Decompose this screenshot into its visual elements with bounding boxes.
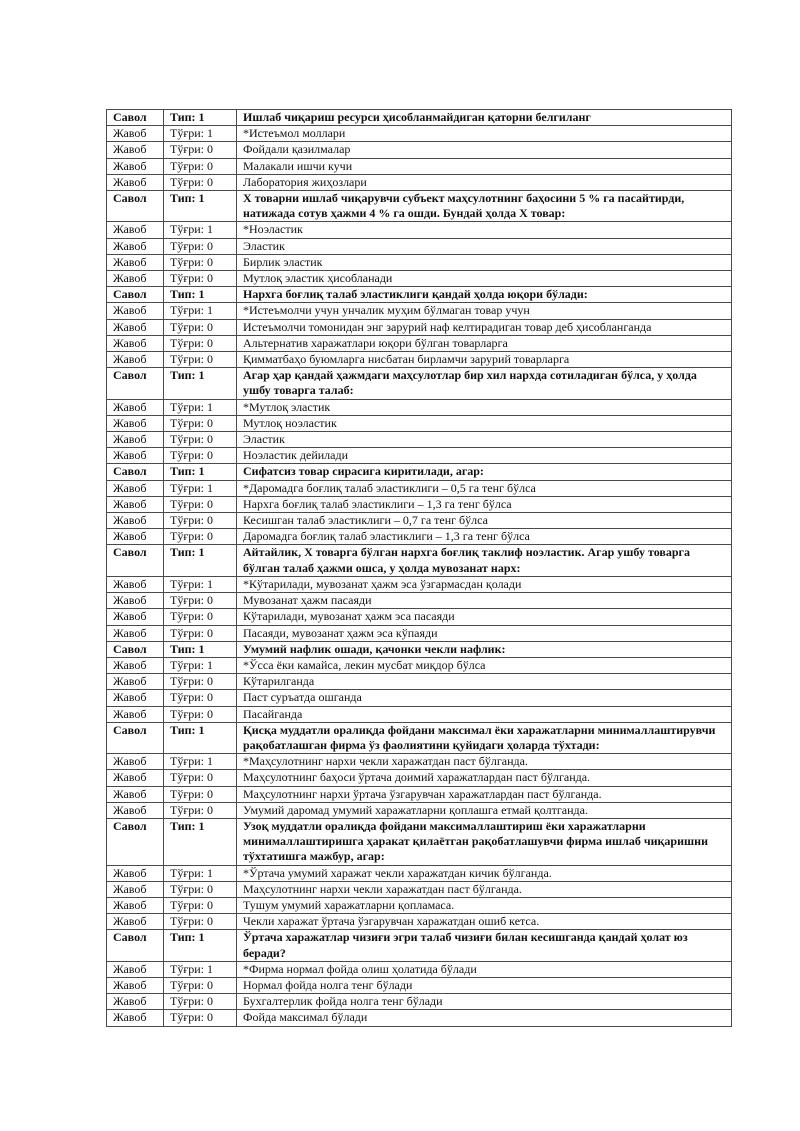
answer-label: Жавоб xyxy=(107,415,164,431)
answer-text: Чекли харажат ўртача ўзгарувчан харажатдан ошиб кетса. xyxy=(237,914,732,930)
answer-label: Жавоб xyxy=(107,352,164,368)
answer-row xyxy=(107,961,732,977)
answer-text: Паст суръатда ошганда xyxy=(237,690,732,706)
question-label: Савол xyxy=(107,110,164,126)
answer-label: Жавоб xyxy=(107,961,164,977)
answer-text: *Истеъмол моллари xyxy=(237,126,732,142)
answer-label: Жавоб xyxy=(107,1010,164,1026)
answer-row xyxy=(107,496,732,512)
question-type: Тип: 1 xyxy=(164,641,237,657)
answer-text: *Фирма нормал фойда олиш ҳолатида бўлади xyxy=(237,961,732,977)
answer-text: Мутлоқ эластик ҳисобланади xyxy=(237,271,732,287)
answer-row xyxy=(107,352,732,368)
answer-flag: Тўғри: 0 xyxy=(164,352,237,368)
questions-table-body xyxy=(107,110,732,1027)
answer-label: Жавоб xyxy=(107,914,164,930)
question-text: Қисқа муддатли оралиқда фойдани максимал ёки харажатларни минималлаштирувчи рақобатлашган фирма ўз фаолиятини қуйидаги ҳоларда тўхтади: xyxy=(237,722,732,753)
answer-label: Жавоб xyxy=(107,513,164,529)
answer-label: Жавоб xyxy=(107,802,164,818)
answer-label: Жавоб xyxy=(107,625,164,641)
answer-text: Умумий даромад умумий харажатларни қоплашга етмай қолтганда. xyxy=(237,802,732,818)
answer-text: Маҳсулотнинг нархи ўртача ўзгарувчан харажатлардан паст бўлганда. xyxy=(237,786,732,802)
answer-label: Жавоб xyxy=(107,897,164,913)
answer-row xyxy=(107,174,732,190)
answer-row xyxy=(107,238,732,254)
answer-row xyxy=(107,977,732,993)
answer-row xyxy=(107,1010,732,1026)
answer-row xyxy=(107,881,732,897)
question-row xyxy=(107,641,732,657)
answer-label: Жавоб xyxy=(107,529,164,545)
answer-text: Пасаяди, мувозанат ҳажм эса кўпаяди xyxy=(237,625,732,641)
answer-label: Жавоб xyxy=(107,142,164,158)
answer-flag: Тўғри: 1 xyxy=(164,303,237,319)
answer-label: Жавоб xyxy=(107,303,164,319)
question-text: Ишлаб чиқариш ресурси ҳисобланмайдиган қаторни белгиланг xyxy=(237,110,732,126)
question-text: Умумий нафлик ошади, қачонки чекли нафлик: xyxy=(237,641,732,657)
answer-row xyxy=(107,576,732,592)
question-row xyxy=(107,110,732,126)
answer-row xyxy=(107,625,732,641)
answer-row xyxy=(107,254,732,270)
answer-label: Жавоб xyxy=(107,609,164,625)
answer-text: Бирлик эластик xyxy=(237,254,732,270)
answer-text: Нархга боғлиқ талаб эластиклиги – 1,3 га тенг бўлса xyxy=(237,496,732,512)
answer-label: Жавоб xyxy=(107,674,164,690)
answer-text: Даромадга боғлиқ талаб эластиклиги – 1,3 га тенг бўлса xyxy=(237,529,732,545)
answer-row xyxy=(107,914,732,930)
question-label: Савол xyxy=(107,818,164,865)
answer-row xyxy=(107,142,732,158)
answer-flag: Тўғри: 0 xyxy=(164,335,237,351)
question-label: Савол xyxy=(107,464,164,480)
question-row xyxy=(107,545,732,576)
question-type: Тип: 1 xyxy=(164,545,237,576)
answer-text: Пасайганда xyxy=(237,706,732,722)
answer-text: Фойдали қазилмалар xyxy=(237,142,732,158)
answer-text: *Истеъмолчи учун унчалик муҳим бўлмаган товар учун xyxy=(237,303,732,319)
question-text: Агар ҳар қандай ҳажмдаги маҳсулотлар бир хил нархда сотиладиган бўлса, у ҳолда ушбу товарга талаб: xyxy=(237,368,732,399)
answer-flag: Тўғри: 0 xyxy=(164,432,237,448)
answer-flag: Тўғри: 0 xyxy=(164,802,237,818)
question-label: Савол xyxy=(107,545,164,576)
answer-flag: Тўғри: 1 xyxy=(164,961,237,977)
answer-label: Жавоб xyxy=(107,319,164,335)
answer-row xyxy=(107,319,732,335)
answer-flag: Тўғри: 0 xyxy=(164,625,237,641)
answer-flag: Тўғри: 0 xyxy=(164,914,237,930)
question-row xyxy=(107,930,732,961)
answer-text: Эластик xyxy=(237,238,732,254)
question-row xyxy=(107,464,732,480)
answer-flag: Тўғри: 0 xyxy=(164,977,237,993)
answer-text: *Даромадга боғлиқ талаб эластиклиги – 0,5 га тенг бўлса xyxy=(237,480,732,496)
answer-row xyxy=(107,786,732,802)
question-text: Сифатсиз товар сирасига киритилади, агар: xyxy=(237,464,732,480)
question-label: Савол xyxy=(107,287,164,303)
answer-flag: Тўғри: 0 xyxy=(164,142,237,158)
answer-text: Малакали ишчи кучи xyxy=(237,158,732,174)
answer-label: Жавоб xyxy=(107,158,164,174)
answer-label: Жавоб xyxy=(107,786,164,802)
answer-flag: Тўғри: 0 xyxy=(164,881,237,897)
answer-label: Жавоб xyxy=(107,576,164,592)
answer-flag: Тўғри: 1 xyxy=(164,576,237,592)
answer-label: Жавоб xyxy=(107,448,164,464)
question-text: Ўртача харажатлар чизиғи эгри талаб чизиғи билан кесишганда қандай ҳолат юз беради? xyxy=(237,930,732,961)
answer-row xyxy=(107,415,732,431)
question-type: Тип: 1 xyxy=(164,818,237,865)
answer-text: *Кўтарилади, мувозанат ҳажм эса ўзгармасдан қолади xyxy=(237,576,732,592)
answer-flag: Тўғри: 0 xyxy=(164,706,237,722)
answer-flag: Тўғри: 0 xyxy=(164,254,237,270)
answer-flag: Тўғри: 0 xyxy=(164,1010,237,1026)
answer-text: Қимматбаҳо буюмларга нисбатан бирламчи зарурий товарларга xyxy=(237,352,732,368)
answer-row xyxy=(107,432,732,448)
answer-label: Жавоб xyxy=(107,222,164,238)
answer-row xyxy=(107,593,732,609)
answer-text: Эластик xyxy=(237,432,732,448)
question-label: Савол xyxy=(107,191,164,222)
answer-flag: Тўғри: 0 xyxy=(164,690,237,706)
answer-label: Жавоб xyxy=(107,496,164,512)
answer-flag: Тўғри: 0 xyxy=(164,529,237,545)
answer-row xyxy=(107,897,732,913)
question-row xyxy=(107,818,732,865)
answer-row xyxy=(107,609,732,625)
answer-flag: Тўғри: 1 xyxy=(164,222,237,238)
answer-row xyxy=(107,770,732,786)
answer-text: Маҳсулотнинг баҳоси ўртача доимий харажатлардан паст бўлганда. xyxy=(237,770,732,786)
answer-flag: Тўғри: 0 xyxy=(164,174,237,190)
question-row xyxy=(107,191,732,222)
answer-row xyxy=(107,529,732,545)
answer-text: Тушум умумий харажатларни қопламаса. xyxy=(237,897,732,913)
question-row xyxy=(107,722,732,753)
answer-row xyxy=(107,706,732,722)
answer-text: *Ўсса ёки камайса, лекин мусбат миқдор бўлса xyxy=(237,657,732,673)
answer-flag: Тўғри: 0 xyxy=(164,448,237,464)
question-type: Тип: 1 xyxy=(164,368,237,399)
question-type: Тип: 1 xyxy=(164,110,237,126)
answer-row xyxy=(107,802,732,818)
answer-text: *Ноэластик xyxy=(237,222,732,238)
answer-text: Кесишган талаб эластиклиги – 0,7 га тенг бўлса xyxy=(237,513,732,529)
question-row xyxy=(107,287,732,303)
answer-row xyxy=(107,158,732,174)
answer-flag: Тўғри: 1 xyxy=(164,657,237,673)
answer-flag: Тўғри: 1 xyxy=(164,865,237,881)
questions-table xyxy=(106,109,732,1027)
answer-label: Жавоб xyxy=(107,126,164,142)
answer-label: Жавоб xyxy=(107,480,164,496)
answer-row xyxy=(107,657,732,673)
answer-label: Жавоб xyxy=(107,657,164,673)
answer-row xyxy=(107,222,732,238)
answer-flag: Тўғри: 0 xyxy=(164,609,237,625)
answer-text: *Ўртача умумий харажат чекли харажатдан кичик бўлганда. xyxy=(237,865,732,881)
answer-label: Жавоб xyxy=(107,865,164,881)
answer-label: Жавоб xyxy=(107,770,164,786)
answer-text: Кўтарилади, мувозанат ҳажм эса пасаяди xyxy=(237,609,732,625)
answer-label: Жавоб xyxy=(107,706,164,722)
answer-flag: Тўғри: 0 xyxy=(164,994,237,1010)
answer-text: Нормал фойда нолга тенг бўлади xyxy=(237,977,732,993)
answer-text: Бухгалтерлик фойда нолга тенг бўлади xyxy=(237,994,732,1010)
question-text: X товарни ишлаб чиқарувчи субъект маҳсулотнинг баҳосини 5 % га пасайтирди, натижада сотув ҳажми 4 % га ошди. Бундай ҳолда X товар: xyxy=(237,191,732,222)
answer-row xyxy=(107,513,732,529)
answer-text: Мутлоқ ноэластик xyxy=(237,415,732,431)
answer-label: Жавоб xyxy=(107,335,164,351)
question-type: Тип: 1 xyxy=(164,191,237,222)
answer-label: Жавоб xyxy=(107,881,164,897)
answer-text: Кўтарилганда xyxy=(237,674,732,690)
answer-label: Жавоб xyxy=(107,254,164,270)
question-text: Узоқ муддатли оралиқда фойдани максималлаштириш ёки харажатларни минималлаштиришга ҳаракат қилаётган рақобатлашувчи фирма ишлаб чиқаришни тўхтатишга мажбур, агар: xyxy=(237,818,732,865)
answer-flag: Тўғри: 0 xyxy=(164,593,237,609)
answer-label: Жавоб xyxy=(107,977,164,993)
question-label: Савол xyxy=(107,930,164,961)
answer-row xyxy=(107,674,732,690)
answer-text: Истеъмолчи томонидан энг зарурий наф келтирадиган товар деб ҳисобланганда xyxy=(237,319,732,335)
answer-row xyxy=(107,865,732,881)
answer-text: Ноэластик дейилади xyxy=(237,448,732,464)
answer-flag: Тўғри: 0 xyxy=(164,496,237,512)
answer-label: Жавоб xyxy=(107,593,164,609)
answer-flag: Тўғри: 0 xyxy=(164,897,237,913)
answer-row xyxy=(107,399,732,415)
answer-flag: Тўғри: 0 xyxy=(164,271,237,287)
answer-flag: Тўғри: 1 xyxy=(164,126,237,142)
question-text: Айтайлик, X товарга бўлган нархга боғлиқ таклиф ноэластик. Агар ушбу товарга бўлган талаб ҳажми ошса, у ҳолда мувозанат нарх: xyxy=(237,545,732,576)
answer-row xyxy=(107,480,732,496)
answer-text: Мувозанат ҳажм пасаяди xyxy=(237,593,732,609)
answer-label: Жавоб xyxy=(107,238,164,254)
answer-flag: Тўғри: 0 xyxy=(164,513,237,529)
answer-flag: Тўғри: 0 xyxy=(164,415,237,431)
answer-flag: Тўғри: 0 xyxy=(164,319,237,335)
question-type: Тип: 1 xyxy=(164,287,237,303)
answer-flag: Тўғри: 0 xyxy=(164,238,237,254)
answer-flag: Тўғри: 1 xyxy=(164,754,237,770)
answer-row xyxy=(107,335,732,351)
answer-row xyxy=(107,690,732,706)
answer-label: Жавоб xyxy=(107,174,164,190)
answer-label: Жавоб xyxy=(107,432,164,448)
answer-text: *Маҳсулотнинг нархи чекли харажатдан паст бўлганда. xyxy=(237,754,732,770)
answer-flag: Тўғри: 0 xyxy=(164,674,237,690)
question-type: Тип: 1 xyxy=(164,722,237,753)
answer-row xyxy=(107,271,732,287)
question-row xyxy=(107,368,732,399)
answer-row xyxy=(107,994,732,1010)
answer-flag: Тўғри: 1 xyxy=(164,480,237,496)
answer-row xyxy=(107,754,732,770)
question-type: Тип: 1 xyxy=(164,464,237,480)
answer-flag: Тўғри: 1 xyxy=(164,399,237,415)
answer-row xyxy=(107,448,732,464)
answer-flag: Тўғри: 0 xyxy=(164,770,237,786)
answer-flag: Тўғри: 0 xyxy=(164,158,237,174)
answer-text: Лаборатория жиҳозлари xyxy=(237,174,732,190)
answer-flag: Тўғри: 0 xyxy=(164,786,237,802)
question-type: Тип: 1 xyxy=(164,930,237,961)
answer-text: Альтернатив харажатлари юқори бўлган товарларга xyxy=(237,335,732,351)
question-label: Савол xyxy=(107,368,164,399)
answer-text: Фойда максимал бўлади xyxy=(237,1010,732,1026)
answer-row xyxy=(107,303,732,319)
answer-label: Жавоб xyxy=(107,399,164,415)
answer-row xyxy=(107,126,732,142)
answer-label: Жавоб xyxy=(107,271,164,287)
answer-label: Жавоб xyxy=(107,994,164,1010)
answer-label: Жавоб xyxy=(107,754,164,770)
answer-text: Маҳсулотнинг нархи чекли харажатдан паст бўлганда. xyxy=(237,881,732,897)
question-label: Савол xyxy=(107,641,164,657)
answer-text: *Мутлоқ эластик xyxy=(237,399,732,415)
question-text: Нархга боғлиқ талаб эластиклиги қандай ҳолда юқори бўлади: xyxy=(237,287,732,303)
question-label: Савол xyxy=(107,722,164,753)
answer-label: Жавоб xyxy=(107,690,164,706)
